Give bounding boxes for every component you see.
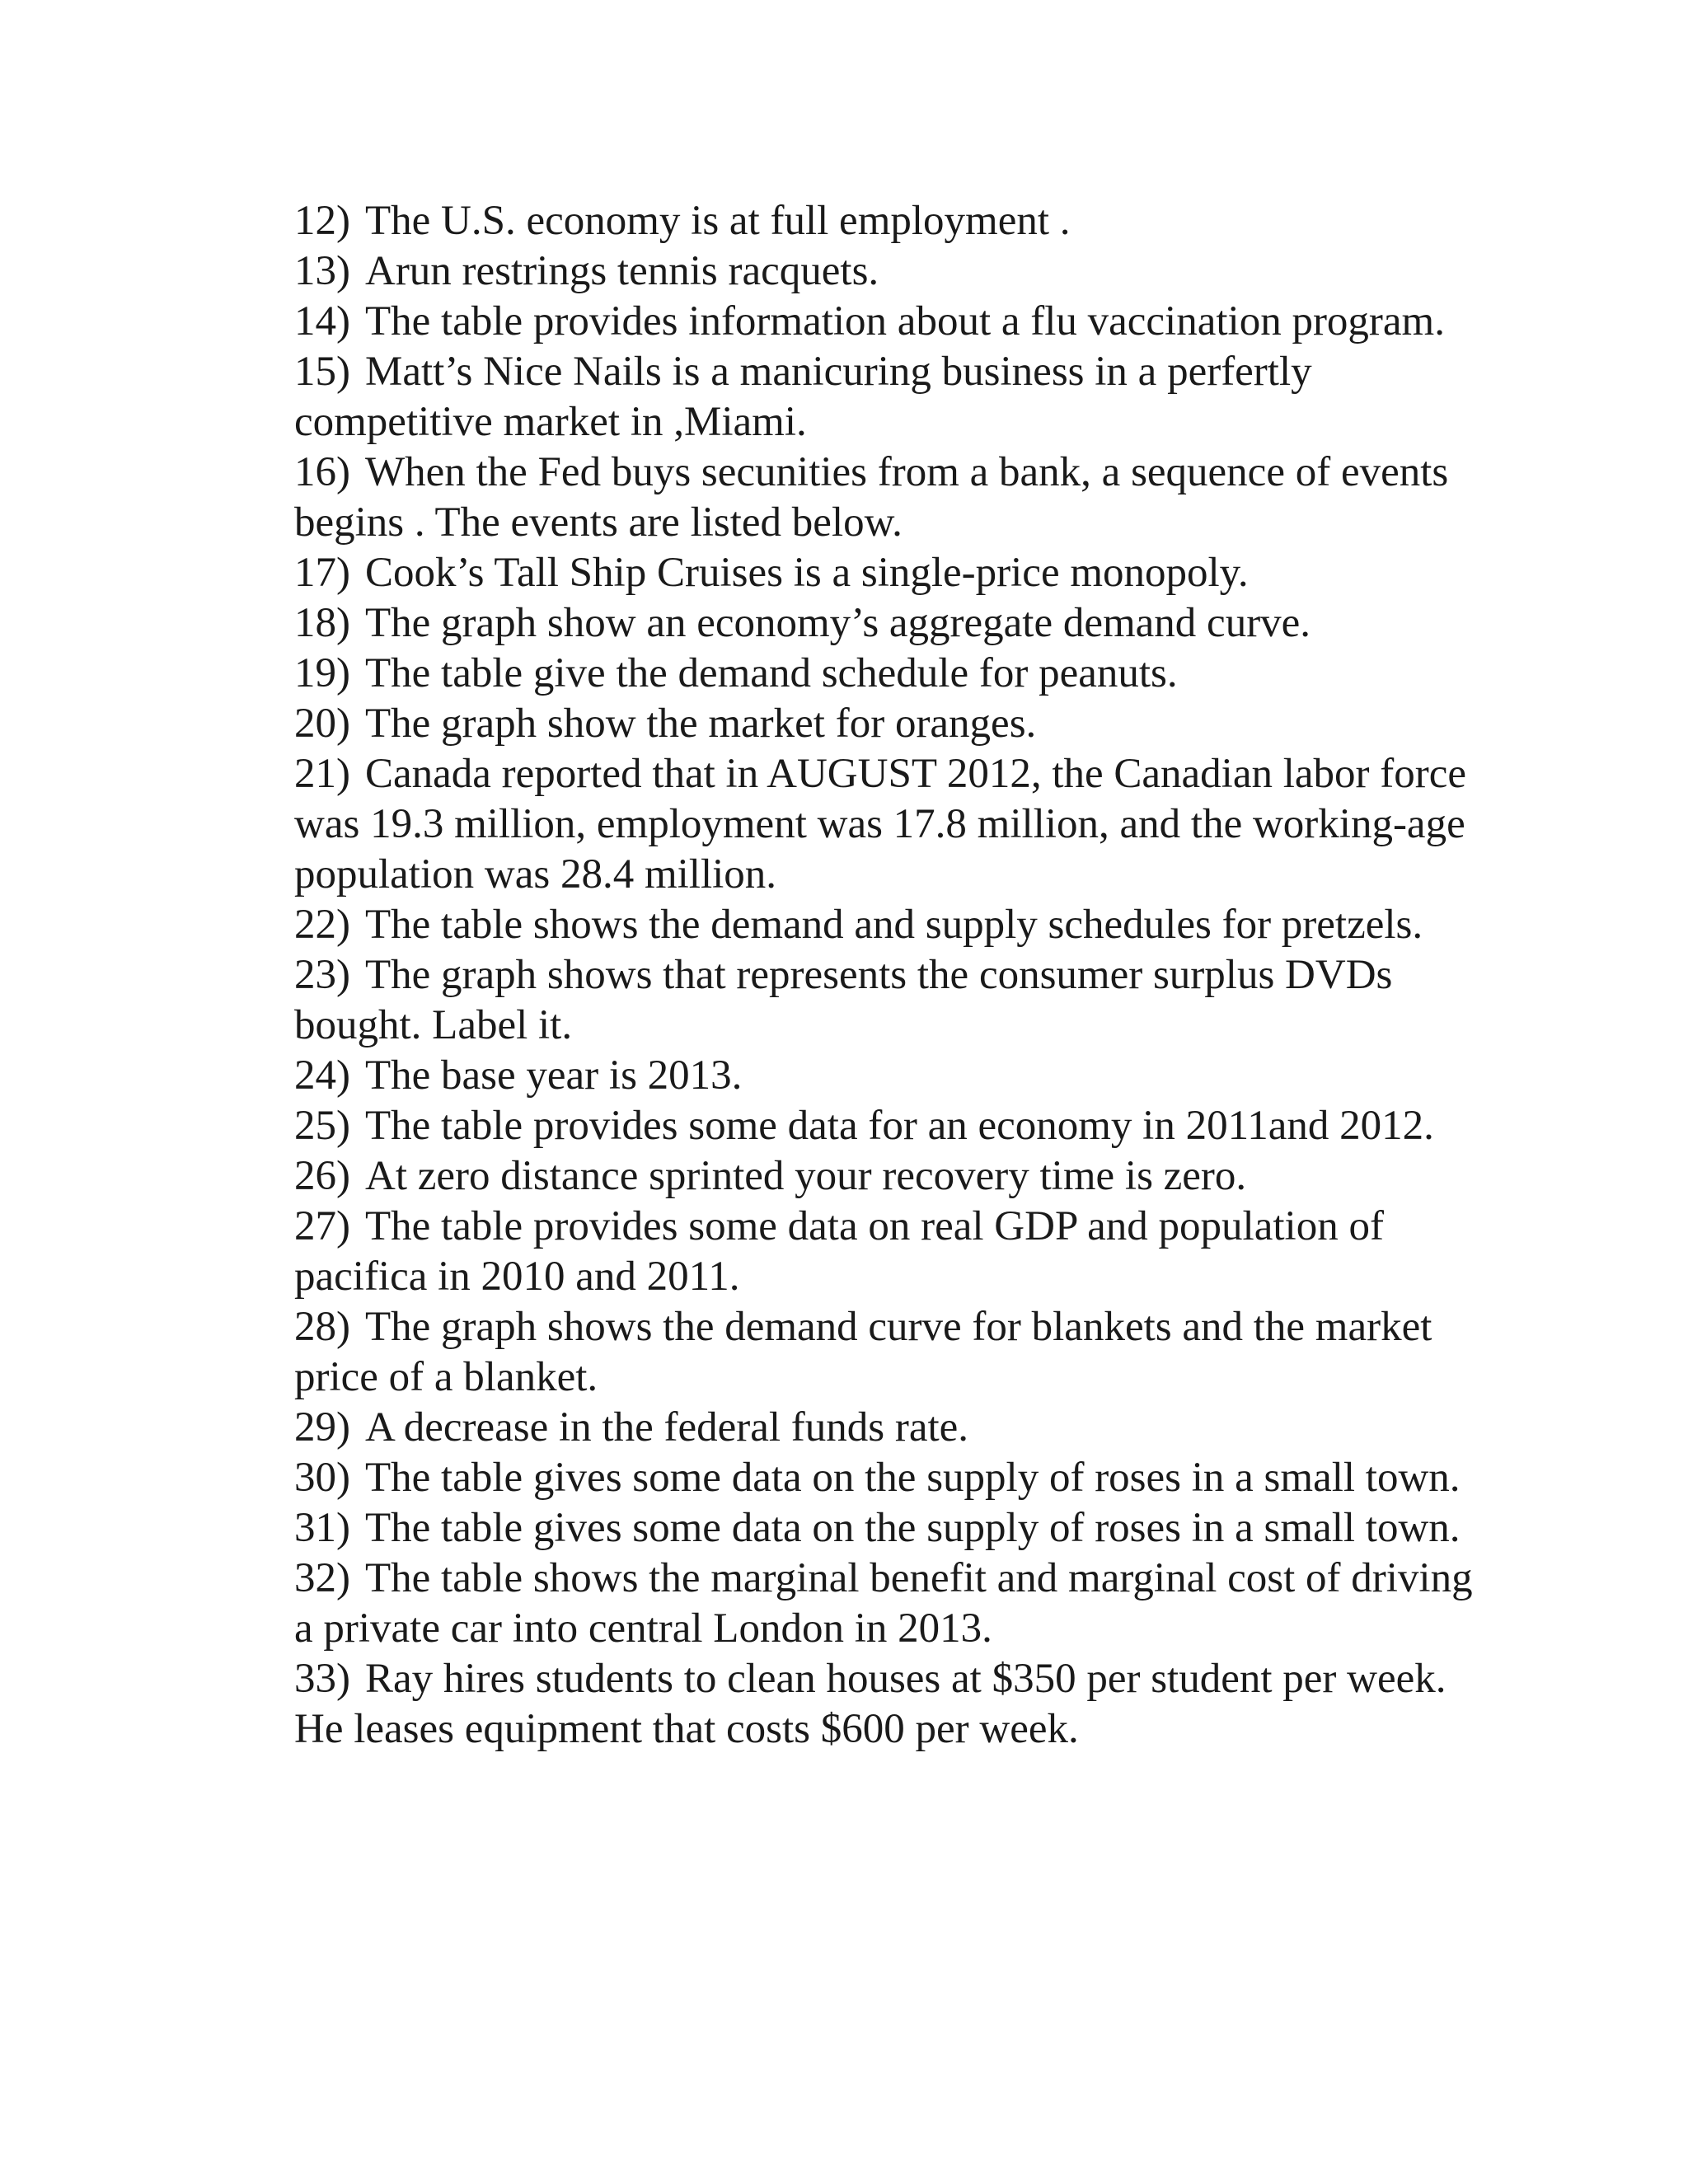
question-number: 21) [294,751,350,797]
question-number: 27) [294,1203,350,1249]
question-text: Cook’s Tall Ship Cruises is a single-price monopoly. [364,550,1249,596]
question-item [294,1654,1489,1755]
question-text: The base year is 2013. [364,1052,743,1099]
question-item [294,950,1489,1051]
question-text: The table shows the marginal benefit and marginal cost of driving a private car into central London in 2013. [294,1555,1473,1652]
question-text: The U.S. economy is at full employment . [364,198,1071,244]
question-number: 12) [294,198,350,244]
question-text: The table gives some data on the supply of roses in a small town. [364,1455,1461,1501]
question-number: 15) [294,349,350,395]
question-number: 25) [294,1103,350,1149]
question-text: The table provides some data for an economy in 2011and 2012. [364,1103,1434,1149]
question-text: The graph show an economy’s aggregate demand curve. [364,600,1311,646]
question-item [294,1403,1489,1453]
question-number: 19) [294,650,350,696]
question-item [294,598,1489,649]
question-number: 30) [294,1455,350,1501]
question-item [294,548,1489,598]
question-item [294,1302,1489,1403]
question-item [294,1051,1489,1101]
question-item [294,246,1489,297]
question-text: The table shows the demand and supply schedules for pretzels. [364,902,1423,948]
question-number: 18) [294,600,350,646]
question-number: 14) [294,298,350,344]
question-text: At zero distance sprinted your recovery time is zero. [364,1153,1247,1199]
question-item [294,1503,1489,1554]
question-item [294,1202,1489,1302]
question-item [294,649,1489,699]
question-item [294,196,1489,246]
question-text: Arun restrings tennis racquets. [364,248,879,294]
question-item [294,1453,1489,1503]
question-text: The graph shows that represents the consumer surplus DVDs bought. Label it. [294,952,1393,1048]
question-text: The table give the demand schedule for peanuts. [364,650,1178,696]
question-text: A decrease in the federal funds rate. [364,1404,969,1451]
question-item [294,448,1489,548]
question-text: The graph show the market for oranges. [364,701,1037,747]
question-list [294,196,1489,1755]
question-text: Ray hires students to clean houses at $350 per student per week. He leases equipment that costs $600 per week. [294,1656,1447,1752]
question-number: 24) [294,1052,350,1099]
question-number: 20) [294,701,350,747]
question-number: 33) [294,1656,350,1702]
question-item [294,1554,1489,1654]
question-number: 32) [294,1555,350,1601]
question-number: 16) [294,449,350,495]
question-item [294,749,1489,900]
question-number: 13) [294,248,350,294]
question-text: The table gives some data on the supply of roses in a small town. [364,1505,1461,1551]
question-item [294,1151,1489,1202]
question-text: The table provides some data on real GDP and population of pacifica in 2010 and 2011. [294,1203,1384,1300]
question-number: 26) [294,1153,350,1199]
question-number: 17) [294,550,350,596]
question-text: The graph shows the demand curve for blankets and the market price of a blanket. [294,1304,1432,1400]
question-number: 29) [294,1404,350,1451]
question-item [294,900,1489,950]
question-number: 23) [294,952,350,998]
question-item [294,297,1489,347]
question-number: 28) [294,1304,350,1350]
question-text: The table provides information about a flu vaccination program. [364,298,1445,344]
question-text: Canada reported that in AUGUST 2012, the Canadian labor force was 19.3 million, employment was 17.8 million, and the working-age population was 28.4 million. [294,751,1466,898]
question-item [294,347,1489,448]
question-item [294,1101,1489,1151]
question-text: Matt’s Nice Nails is a manicuring business in a perfertly competitive market in ,Miami. [294,349,1312,445]
question-number: 31) [294,1505,350,1551]
question-item [294,699,1489,749]
question-number: 22) [294,902,350,948]
question-text: When the Fed buys secunities from a bank, a sequence of events begins . The events are listed below. [294,449,1449,546]
